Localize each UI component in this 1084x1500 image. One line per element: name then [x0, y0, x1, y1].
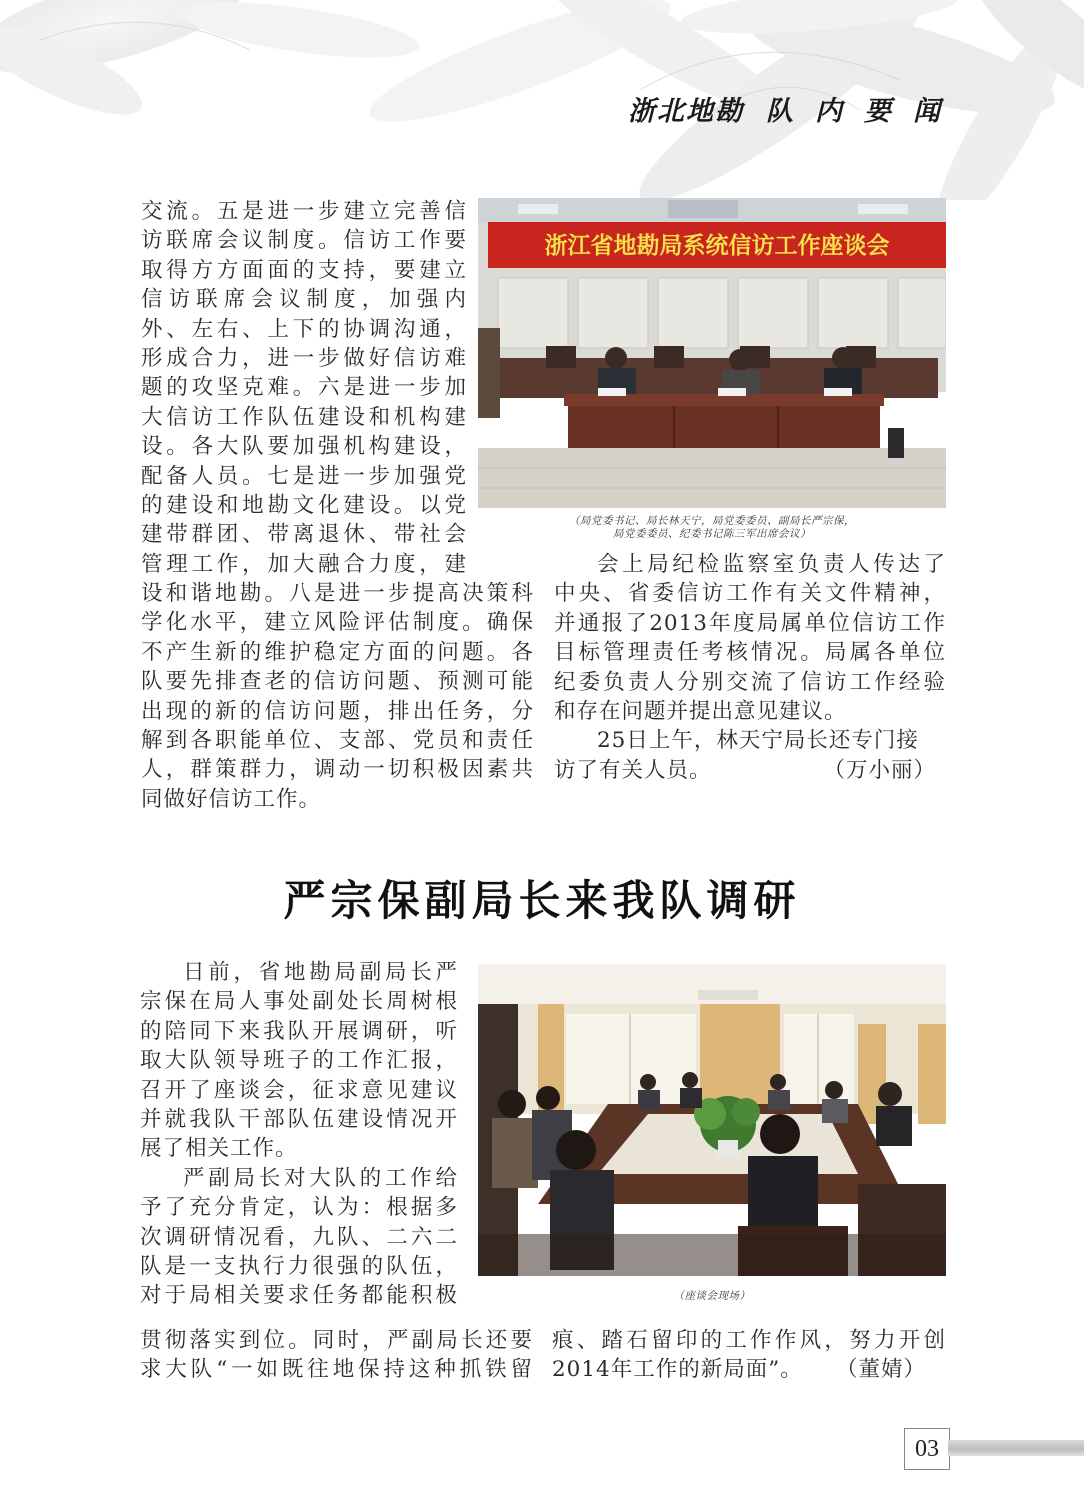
text-line: 会上局纪检监察室负责人传达了	[597, 552, 946, 577]
running-header-part: 要	[864, 95, 891, 127]
article2-left-column	[140, 958, 458, 1311]
discussion-photo	[478, 964, 946, 1276]
text-line: 并就我队干部队伍建设情况开	[140, 1106, 458, 1132]
text-line	[552, 1355, 946, 1384]
text-line: 召开了座谈会，征求意见建议	[140, 1077, 458, 1103]
meeting-photo	[478, 198, 946, 508]
text-line: 宗保在局人事处副处长周树根	[140, 989, 458, 1015]
text-line: 大信访工作队伍建设和机构建	[141, 404, 467, 430]
running-header	[520, 88, 940, 128]
text-line: 解到各职能单位、支部、党员和责任	[141, 727, 534, 753]
text-line: 管理工作，加大融合力度，建	[141, 551, 467, 577]
text-line: 人，群策群力，调动一切积极因素共	[141, 757, 534, 783]
text-line: 队要先排查老的信访问题、预测可能	[141, 669, 534, 695]
text-line: 展了相关工作。	[140, 1136, 298, 1162]
caption-line: （局党委书记、局长林天宁，局党委委员、副局长严宗保，	[569, 515, 855, 527]
running-header-part: 浙北地勘	[628, 95, 744, 127]
running-header-part: 内	[815, 95, 842, 127]
text-line: 设和谐地勘。八是进一步提高决策科	[141, 581, 534, 606]
text-line: 建带群团、带离退休、带社会	[141, 522, 467, 548]
caption-line: 局党委委员、纪委书记陈三军出席会议）	[613, 528, 811, 540]
text-line: 严副局长对大队的工作给	[183, 1165, 458, 1191]
article2-right-bottom-column	[552, 1326, 946, 1385]
text-line: 不产生新的维护稳定方面的问题。各	[141, 639, 534, 665]
text-line: 次调研情况看，九队、二六二	[140, 1224, 458, 1250]
page-number-bar	[948, 1440, 1084, 1456]
banner-text: 浙江省地勘局系统信访工作座谈会	[544, 233, 890, 259]
text-line: 形成合力，进一步做好信访难	[141, 345, 467, 371]
text-line: 并通报了2013年度局属单位信访工作	[554, 610, 946, 636]
text-line-content: 访了有关人员。	[554, 757, 712, 783]
running-header-part: 闻	[913, 95, 940, 127]
text-line: 同做好信访工作。	[141, 786, 322, 812]
text-line: 日前，省地勘局副局长严	[183, 960, 458, 985]
running-header-part: 队	[766, 95, 793, 127]
text-line: 贯彻落实到位。同时，严副局长还要	[140, 1328, 533, 1353]
article2-left-bottom-column	[140, 1326, 533, 1385]
page-number: 03	[904, 1428, 950, 1470]
text-line: 对于局相关要求任务都能积极	[140, 1283, 458, 1309]
article-headline: 严宗保副局长来我队调研	[283, 876, 801, 925]
text-line: 题的攻坚克难。六是进一步加	[141, 375, 467, 401]
text-line: 和存在问题并提出意见建议。	[554, 698, 847, 724]
text-line: 取得方方面面的支持，要建立	[141, 257, 467, 283]
text-line: 中央、省委信访工作有关文件精神，	[554, 581, 946, 607]
text-line: 出现的新的信访问题，排出任务，分	[141, 698, 534, 724]
text-line: 外、左右、上下的协调沟通，	[141, 316, 467, 342]
text-line: 信访联席会议制度，加强内	[141, 287, 467, 313]
text-line: 学化水平，建立风险评估制度。确保	[141, 610, 534, 636]
text-line: 痕、踏石留印的工作作风，努力开创	[552, 1328, 946, 1353]
discussion-photo-image	[478, 964, 946, 1276]
text-line: 的陪同下来我队开展调研，听	[140, 1018, 458, 1044]
author-credit: （董婧）	[835, 1357, 926, 1383]
text-line: 纪委负责人分别交流了信访工作经验	[554, 669, 946, 695]
text-line: 队是一支执行力很强的队伍，	[140, 1253, 458, 1279]
text-line: 设。各大队要加强机构建设，	[141, 434, 467, 460]
article1-left-column	[141, 197, 467, 579]
article1-left-bottom-column	[141, 579, 534, 814]
text-line: 配备人员。七是进一步加强党	[141, 463, 467, 489]
text-line: 求大队“一如既往地保持这种抓铁留	[140, 1357, 533, 1383]
text-line: 目标管理责任考核情况。局属各单位	[554, 640, 946, 666]
discussion-photo-caption: （座谈会现场）	[673, 1290, 751, 1302]
text-line: 的建设和地勘文化建设。以党	[141, 492, 467, 518]
text-line: 予了充分肯定，认为：根据多	[140, 1195, 458, 1221]
text-line: 取大队领导班子的工作汇报，	[140, 1048, 458, 1074]
author-credit: （万小丽）	[823, 757, 936, 783]
text-line: 交流。五是进一步建立完善信	[141, 199, 467, 224]
article1-right-column	[554, 550, 946, 785]
meeting-photo-image	[478, 198, 946, 508]
text-line: 25日上午，林天宁局长还专门接	[597, 728, 919, 754]
text-line: 访联席会议制度。信访工作要	[141, 228, 467, 254]
text-line-content: 2014年工作的新局面”。	[552, 1357, 803, 1383]
text-line	[554, 756, 946, 785]
meeting-photo-caption	[478, 515, 946, 541]
